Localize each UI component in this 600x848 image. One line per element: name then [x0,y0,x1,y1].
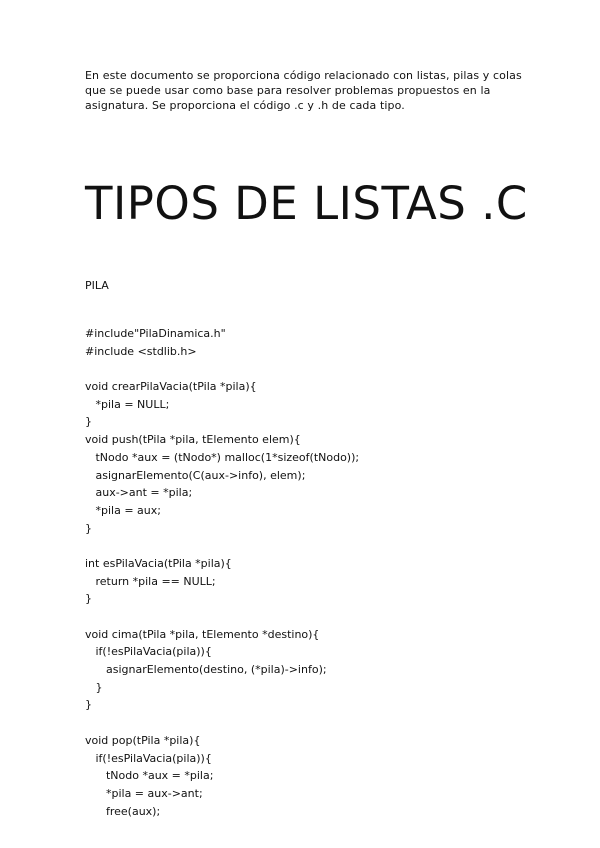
intro-paragraph [85,68,525,113]
code-line: } [85,521,92,535]
code-line [85,360,359,378]
section-label: PILA [85,279,109,292]
code-line [85,537,359,555]
code-line: } [85,680,103,694]
code-line: tNodo *aux = *pila; [85,769,214,783]
code-line: int esPilaVacia(tPila *pila){ [85,556,232,570]
code-line: if(!esPilaVacia(pila)){ [85,751,212,765]
code-line [85,714,359,732]
code-line: #include"PilaDinamica.h" [85,327,226,340]
code-line: *pila = aux; [85,503,161,517]
code-line: } [85,698,92,712]
code-line: void cima(tPila *pila, tElemento *destino){ [85,627,320,641]
code-line: asignarElemento(C(aux->info), elem); [85,468,306,482]
code-line: return *pila == NULL; [85,574,216,588]
code-line: } [85,415,92,429]
code-line: aux->ant = *pila; [85,486,193,500]
code-line: *pila = NULL; [85,397,170,411]
code-line: #include <stdlib.h> [85,344,197,358]
intro-line: que se puede usar como base para resolver problemas propuestos en la [85,84,491,97]
code-line: void pop(tPila *pila){ [85,733,201,747]
code-line: asignarElemento(destino, (*pila)->info); [85,663,327,677]
code-line: tNodo *aux = (tNodo*) malloc(1*sizeof(tNodo)); [85,450,360,464]
code-line: } [85,592,92,606]
page-title: TIPOS DE LISTAS .C [85,177,528,230]
code-block [85,325,359,820]
code-line: if(!esPilaVacia(pila)){ [85,645,212,659]
code-line: void push(tPila *pila, tElemento elem){ [85,433,301,447]
code-line: *pila = aux->ant; [85,786,203,800]
code-line [85,608,359,626]
code-line: free(aux); [85,804,161,818]
code-line: void crearPilaVacia(tPila *pila){ [85,380,257,394]
intro-line: asignatura. Se proporciona el código .c y .h de cada tipo. [85,99,405,112]
intro-line: En este documento se proporciona código relacionado con listas, pilas y colas [85,69,522,82]
